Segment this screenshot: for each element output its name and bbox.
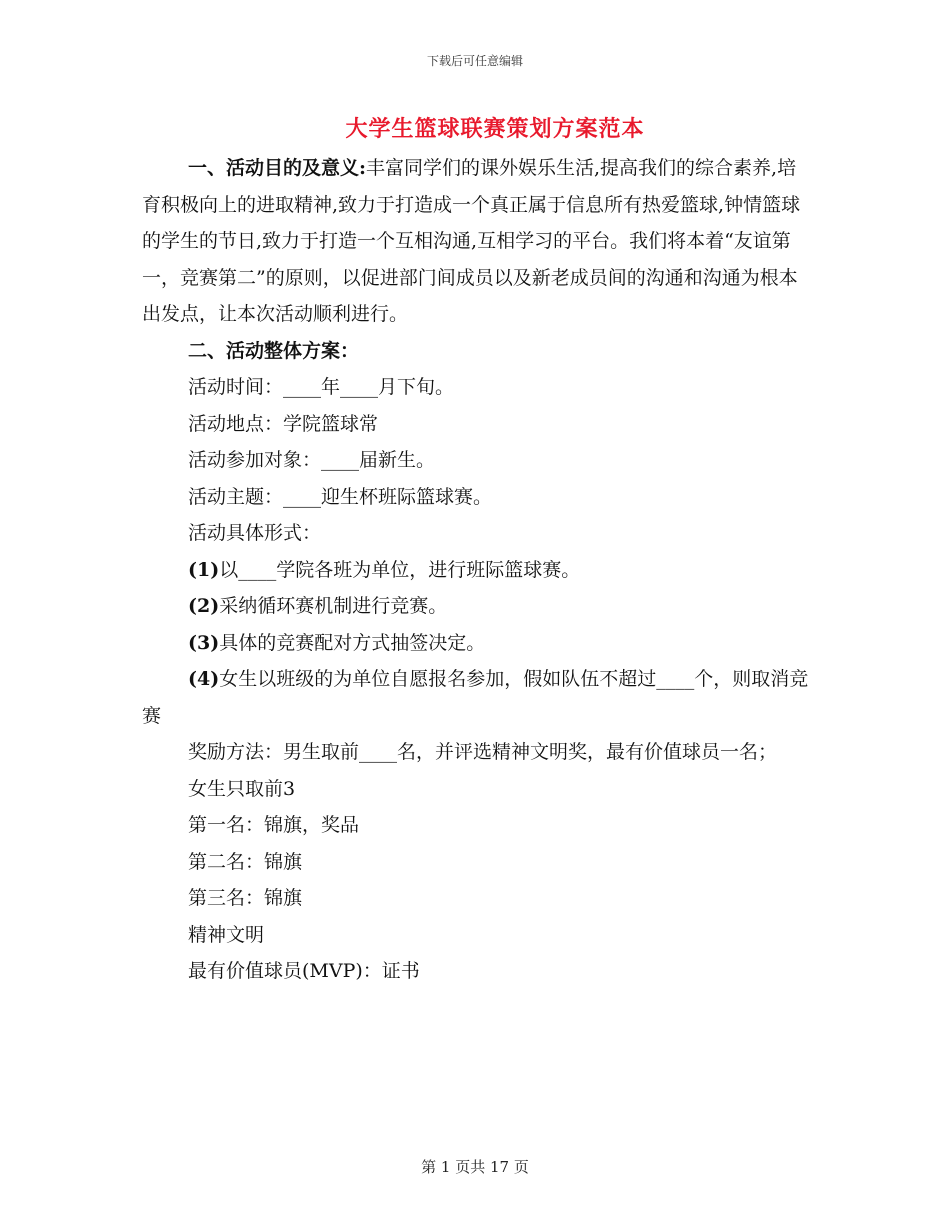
intro-heading: 一、活动目的及意义:: [188, 157, 367, 179]
form-item-text: 女生以班级的为单位自愿报名参加，假如队伍不超过____个，则取消竞赛: [142, 668, 809, 727]
plan-line-theme: 活动主题：____迎生杯班际篮球赛。: [188, 485, 493, 508]
award-line: 最有价值球员(MVP)：证书: [188, 960, 420, 982]
plan-line-time: 活动时间：____年____月下旬。: [188, 376, 455, 398]
form-item-text: 以____学院各班为单位，进行班际篮球赛。: [219, 558, 581, 581]
intro-text: 丰富同学们的课外娱乐生活,提高我们的综合素养,培育积极向上的进取精神,致力于打造成一个真正属于信息所有热爱篮球,钟情篮球的学生的节日,致力于打造一个互相沟通,互相学习的平台。我们将本着“友谊第一，竞赛第二”的原则，以促进部门间成员以及新老成员间的沟通和沟通为根本出发点，让本次活动顺利进行。: [142, 157, 801, 325]
award-line: 第一名：锦旗，奖品: [188, 814, 360, 836]
award-line: 第三名：锦旗: [188, 887, 303, 909]
form-item-text: 采纳循环赛机制进行竞赛。: [219, 595, 448, 617]
award-paragraph: 奖励方法：男生取前____名，并评选精神文明奖，最有价值球员一名；: [188, 741, 778, 763]
form-item-number: (4): [188, 668, 220, 690]
form-item: [142, 661, 812, 734]
form-item: [142, 588, 812, 625]
award-line: 精神文明: [188, 923, 265, 946]
form-item-number: (3): [188, 631, 220, 654]
form-item-number: (2): [188, 595, 220, 617]
award-line: 第二名：锦旗: [188, 850, 303, 873]
plan-line-participants: 活动参加对象：____届新生。: [188, 449, 436, 471]
plan-line-format: 活动具体形式：: [188, 522, 322, 544]
form-item: [142, 552, 812, 589]
page-number: 第 1 页共 17 页: [421, 1158, 529, 1176]
document-title: 大学生篮球联赛策划方案范本: [345, 116, 645, 142]
intro-paragraph: [142, 150, 812, 333]
document-body: [142, 150, 812, 990]
form-item: [142, 625, 812, 662]
page-header-note: 下载后可任意编辑: [426, 54, 523, 68]
award-line: 女生只取前3: [188, 777, 296, 800]
plan-line-location: 活动地点：学院篮球常: [188, 412, 379, 435]
form-item-number: (1): [188, 558, 220, 581]
plan-heading: 二、活动整体方案：: [188, 339, 360, 362]
form-item-text: 具体的竞赛配对方式抽签决定。: [219, 631, 486, 654]
